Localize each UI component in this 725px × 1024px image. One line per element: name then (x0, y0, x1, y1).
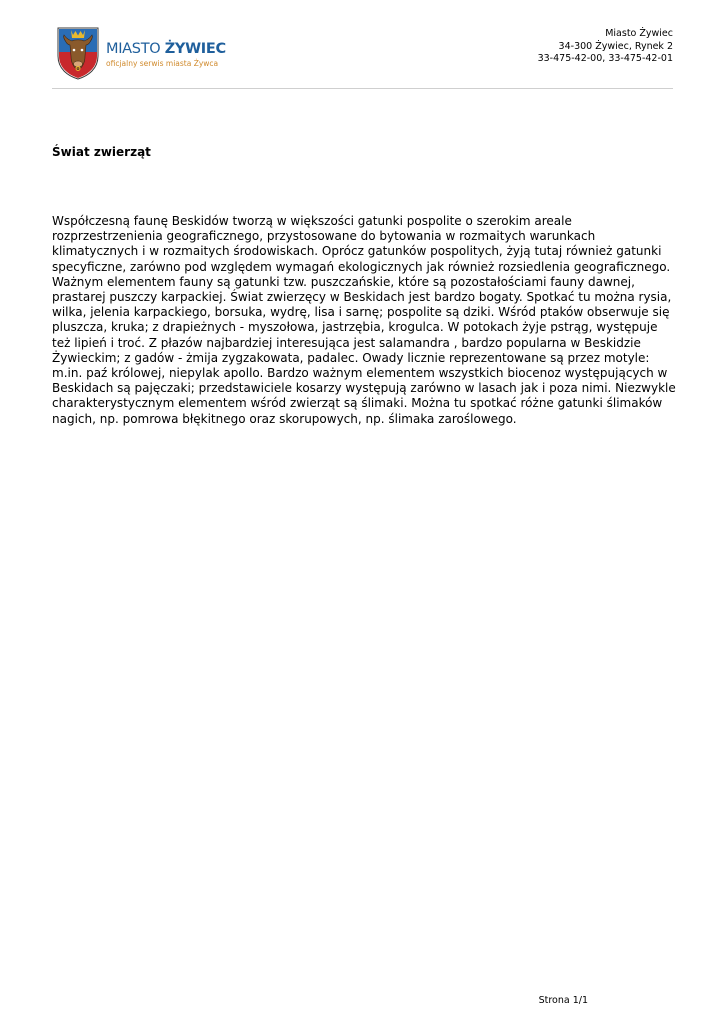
page-title: Świat zwierząt (52, 145, 151, 159)
address-line-2: 34-300 Żywiec, Rynek 2 (558, 40, 673, 52)
page-header (52, 22, 673, 88)
header-divider (52, 88, 673, 89)
article-body: Współczesną faunę Beskidów tworzą w większości gatunki pospolite o szerokim areale rozprzestrzenienia geograficznego, przystosowane do bytowania w rozmaitych warunkach klimatycznych i w rozmaitych środowiskach. Oprócz gatunków pospolitych, żyją tutaj również gatunki specyficzne, zarówno pod względem wymagań ekologicznych jak również rozsiedlenia geograficznego. Ważnym elementem fauny są gatunki tzw. puszczańskie, które są pozostałościami fauny dawnej, prastarej puszczy karpackiej. Świat zwierzęcy w Beskidach jest bardzo bogaty. Spotkać tu można rysia, wilka, jelenia karpackiego, borsuka, wydrę, lisa i sarnę; pospolite są dziki. Wśród ptaków obserwuje się pluszcza, kruka; z drapieżnych - myszołowa, jastrzębia, krogulca. W potokach żyje pstrąg, występuje też lipień i troć. Z płazów najbardziej interesująca jest salamandra , bardzo popularna w Beskidzie Żywieckim; z gadów - żmija zygzakowata, padalec. Owady licznie reprezentowane są przez motyle: m.in. paź królowej, niepylak apollo. Bardzo ważnym elementem wszystkich biocenoz występujących w Beskidach są pajęczaki; przedstawiciele kosarzy występują zarówno w lasach jak i poza nimi. Niezwykle charakterystycznym elementem wśród zwierząt są ślimaki. Można tu spotkać różne gatunki ślimaków nagich, np. pomrowa błękitnego oraz skorupowych, np. ślimaka zaroślowego. (52, 214, 676, 426)
coat-of-arms-icon (56, 26, 100, 80)
address-line-1: Miasto Żywiec (605, 28, 673, 39)
address-line-3: 33-475-42-00, 33-475-42-01 (537, 53, 673, 64)
site-logo[interactable] (56, 26, 226, 82)
page-number: Strona 1/1 (538, 995, 588, 1006)
logo-title (106, 40, 226, 58)
logo-title-bold: ŻYWIEC (164, 41, 226, 57)
contact-address (538, 28, 673, 66)
logo-subtitle: oficjalny serwis miasta Żywca (106, 59, 219, 68)
logo-title-light: MIASTO (106, 41, 165, 57)
